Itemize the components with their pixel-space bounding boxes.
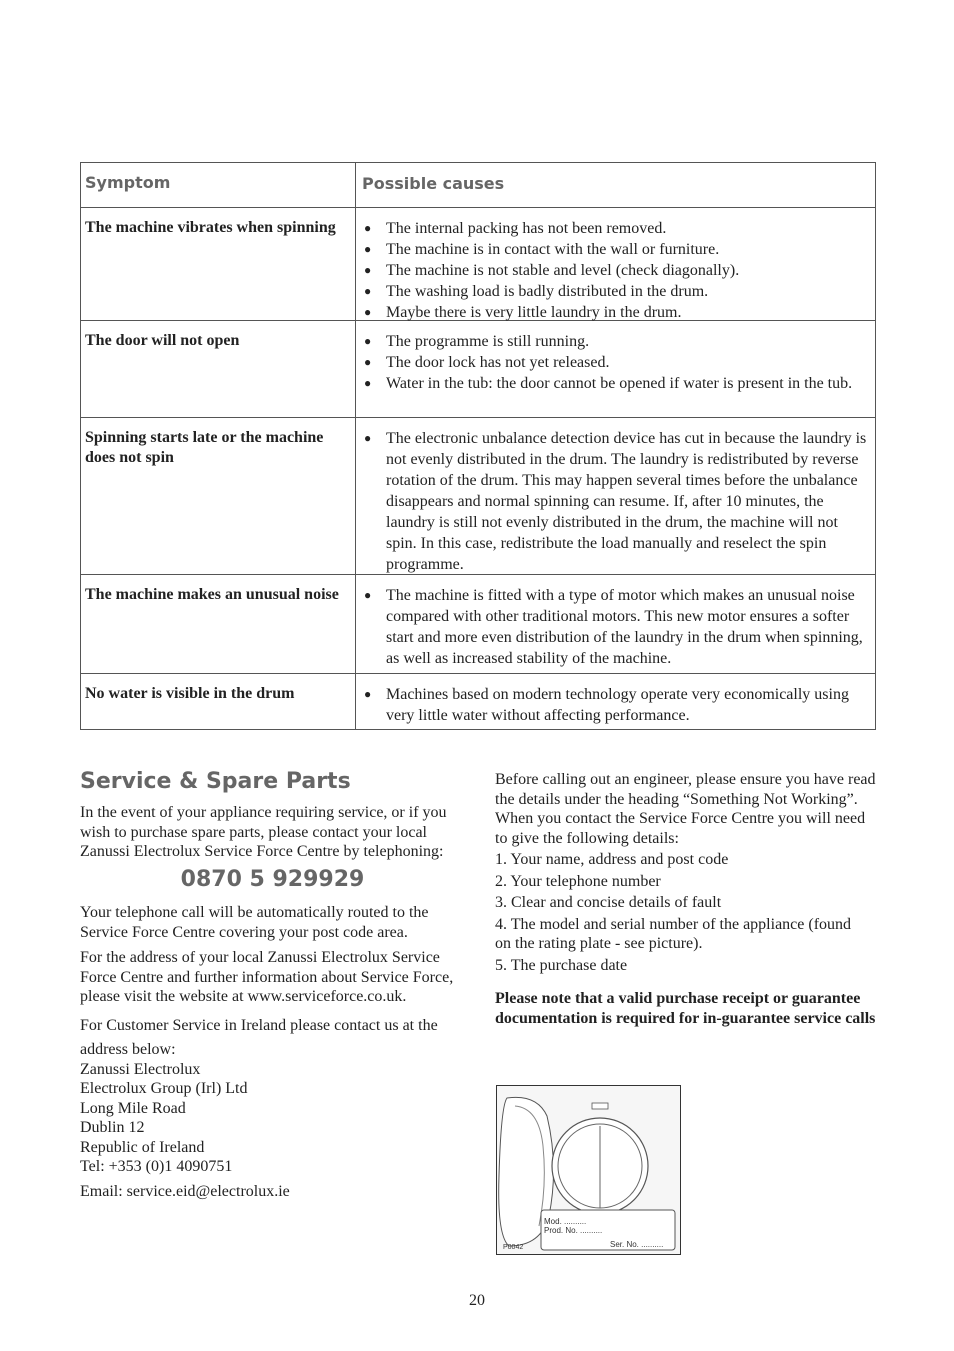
address-line: Zanussi Electrolux: [80, 1060, 201, 1078]
table-row: [81, 574, 875, 673]
address-line: Electrolux Group (Irl) Ltd: [80, 1080, 248, 1097]
list-item: 5. The purchase date: [495, 956, 628, 974]
symptom-cell: The machine makes an unusual noise: [81, 575, 356, 673]
header-possible-causes: Possible causes: [362, 174, 505, 193]
cause-item: ● The door lock has not yet released.: [362, 352, 869, 373]
list-item: 2. Your telephone number: [495, 872, 661, 890]
cause-item: ● The programme is still running.: [362, 331, 869, 352]
service-right-column: [495, 770, 880, 1028]
service-paragraph: Your telephone call will be automatically routed to the Service Force Centre covering your post code area.: [80, 904, 429, 941]
details-list: [495, 850, 880, 975]
table-header-row: [81, 163, 875, 207]
symptom-cell: The machine vibrates when spinning: [81, 208, 356, 320]
right-paragraph: When you contact the Service Force Centre you will need to give the following details:: [495, 810, 866, 847]
symptom-cell: No water is visible in the drum: [81, 674, 356, 729]
plate-mod: Mod. ..........: [544, 1217, 587, 1226]
causes-cell: [356, 674, 875, 729]
service-heading: Service & Spare Parts: [80, 769, 351, 794]
troubleshooting-table: [80, 162, 876, 730]
email-line: Email: service.eid@electrolux.ie: [80, 1182, 290, 1200]
right-paragraph: Before calling out an engineer, please ensure you have read the details under the heading “Something Not Working”.: [495, 771, 876, 808]
table-row: [81, 673, 875, 729]
address-line: Dublin 12: [80, 1119, 145, 1136]
causes-cell: [356, 208, 875, 320]
cause-item: ● Machines based on modern technology operate very economically using very little water without affecting performance.: [362, 684, 869, 726]
table-row: [81, 207, 875, 320]
plate-code: P0042: [503, 1244, 524, 1251]
causes-cell: [356, 575, 875, 673]
cause-item: ● The machine is fitted with a type of motor which makes an unusual noise compared with other traditional motors. This new motor ensures a softer start and more even distribution of the laundry in the drum when spinning, as well as increased stability of the machine.: [362, 585, 869, 669]
causes-cell: [356, 321, 875, 417]
list-item: 1. Your name, address and post code: [495, 851, 729, 868]
cause-item: ● Maybe there is very little laundry in the drum.: [362, 302, 869, 323]
cause-item: ● The machine is in contact with the wall or furniture.: [362, 239, 869, 260]
service-intro: In the event of your appliance requiring service, or if you wish to purchase spare parts, please contact your local Zanussi Electrolux Service Force Centre by telephoning:: [80, 804, 447, 860]
service-paragraph: For Customer Service in Ireland please contact us at the: [80, 1016, 438, 1034]
list-item: 3. Clear and concise details of fault: [495, 894, 722, 911]
causes-cell: [356, 418, 875, 574]
cause-item: ● The washing load is badly distributed in the drum.: [362, 281, 869, 302]
plate-ser: Ser. No. ..........: [610, 1240, 664, 1249]
symptom-cell: Spinning starts late or the machine does not spin: [81, 418, 356, 574]
list-item: 4. The model and serial number of the appliance (found: [495, 915, 852, 933]
address-line: Tel: +353 (0)1 4090751: [80, 1158, 233, 1175]
phone-number: 0870 5 929929: [180, 866, 365, 892]
table-row: [81, 320, 875, 417]
symptom-cell: The door will not open: [81, 321, 356, 417]
table-row: [81, 417, 875, 574]
ireland-address: [80, 1040, 465, 1177]
page-number: 20: [469, 1292, 485, 1309]
plate-prod: Prod. No. ..........: [544, 1226, 603, 1235]
list-item: on the rating plate - see picture).: [495, 935, 703, 952]
header-symptom: Symptom: [81, 163, 356, 207]
guarantee-note: Please note that a valid purchase receipt or guarantee documentation is required for in-guarantee service calls: [495, 990, 876, 1027]
address-line: Long Mile Road: [80, 1099, 186, 1117]
cause-item: ● Water in the tub: the door cannot be opened if water is present in the tub.: [362, 373, 869, 394]
service-paragraph: For the address of your local Zanussi Electrolux Service Force Centre and further information about Service Force, please visit the website at www.serviceforce.co.uk.: [80, 949, 454, 1005]
cause-item: ● The internal packing has not been removed.: [362, 218, 869, 239]
address-line: address below:: [80, 1041, 176, 1058]
rating-plate-picture: [496, 1085, 681, 1255]
cause-item: ● The electronic unbalance detection device has cut in because the laundry is not evenly distributed in the drum. The laundry is redistributed by reverse rotation of the drum. This may happen several times before the unbalance disappears and normal spinning can resume. If, after 10 minutes, the laundry is still not evenly distributed in the drum, the machine will not spin. In this case, redistribute the load manually and reselect the spin programme.: [362, 428, 869, 575]
service-left-column: [80, 803, 465, 1201]
cause-item: ● The machine is not stable and level (check diagonally).: [362, 260, 869, 281]
address-line: Republic of Ireland: [80, 1138, 205, 1156]
